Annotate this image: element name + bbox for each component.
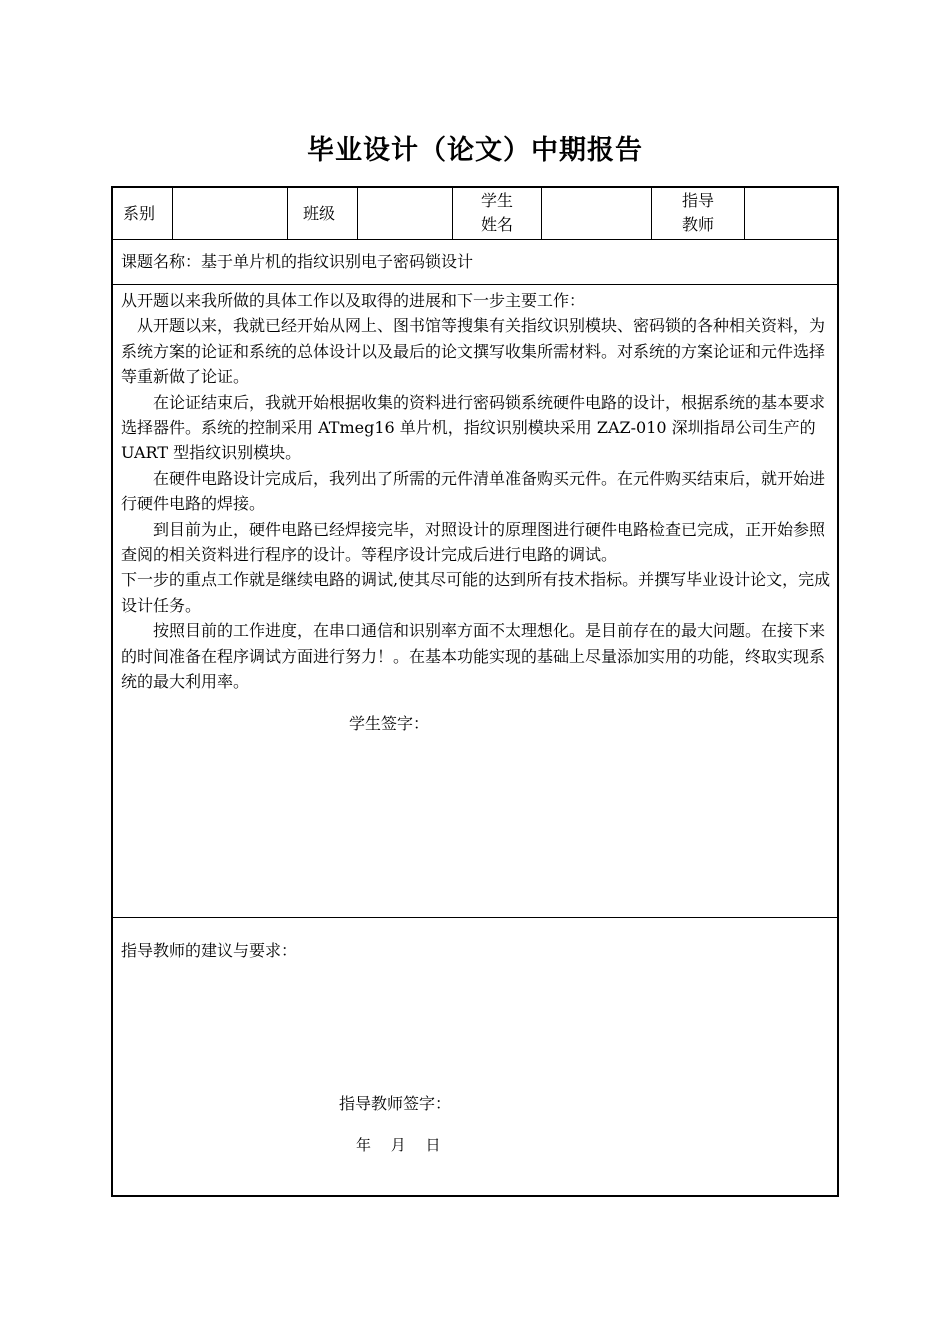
row-divider	[113, 239, 837, 240]
advisor-signature-label: 指导教师签字：	[339, 1094, 452, 1113]
student-signature-label: 学生签字：	[349, 714, 430, 733]
advisor-label	[652, 189, 744, 237]
progress-paragraph: 在硬件电路设计完成后，我列出了所需的元件清单准备购买元件。在元件购买结束后，就开始进行硬件电路的焊接。	[121, 468, 826, 514]
progress-paragraph: 在论证结束后，我就开始根据收集的资料进行密码锁系统硬件电路的设计，根据系统的基本要求选择器件。系统的控制采用 ATmeg16 单片机，指纹识别模块采用 ZAZ-010 深圳指昂公司生产的 UART 型指纹识别模块。	[121, 392, 826, 463]
topic-line: 课题名称：基于单片机的指纹识别电子密码锁设计	[121, 252, 474, 271]
student-name-label-line2: 姓名	[480, 215, 513, 234]
student-name-value[interactable]	[542, 188, 651, 239]
progress-paragraph: 从开题以来，我就已经开始从网上、图书馆等搜集有关指纹识别模块、密码锁的各种相关资料，为系统方案的论证和系统的总体设计以及最后的论文撰写收集所需材料。对系统的方案论证和元件选择等重新做了论证。	[121, 316, 826, 387]
row-divider	[113, 917, 837, 918]
advisor-label-line2: 教师	[681, 215, 714, 234]
progress-paragraph: 下一步的重点工作就是继续电路的调试,使其尽可能的达到所有技术指标。并撰写毕业设计论文，完成设计任务。	[121, 570, 831, 615]
date-line: 年 月 日	[356, 1136, 441, 1154]
dept-label: 系别	[123, 204, 156, 223]
report-table	[111, 186, 839, 1197]
class-value[interactable]	[358, 188, 452, 239]
advisor-value[interactable]	[745, 188, 837, 239]
progress-heading: 从开题以来我所做的具体工作以及取得的进展和下一步主要工作：	[121, 291, 586, 310]
advisor-label-line1: 指导	[681, 191, 714, 210]
progress-paragraph: 到目前为止，硬件电路已经焊接完毕，对照设计的原理图进行硬件电路检查已完成，正开始参照查阅的相关资料进行程序的设计。等程序设计完成后进行电路的调试。	[121, 519, 826, 565]
student-name-label-line1: 学生	[480, 191, 513, 210]
student-name-label	[453, 189, 541, 237]
advisor-comments-heading: 指导教师的建议与要求：	[121, 941, 298, 960]
row-divider	[113, 284, 837, 285]
progress-paragraph: 按照目前的工作进度，在串口通信和识别率方面不太理想化。是目前存在的最大问题。在接下来的时间准备在程序调试方面进行努力！。在基本功能实现的基础上尽量添加实用的功能，终取实现系统的最大利用率。	[121, 621, 826, 692]
col-divider	[287, 188, 288, 239]
page-title: 毕业设计（论文）中期报告	[307, 135, 643, 166]
progress-section	[121, 288, 833, 695]
dept-value[interactable]	[173, 188, 287, 239]
class-label: 班级	[303, 204, 336, 223]
